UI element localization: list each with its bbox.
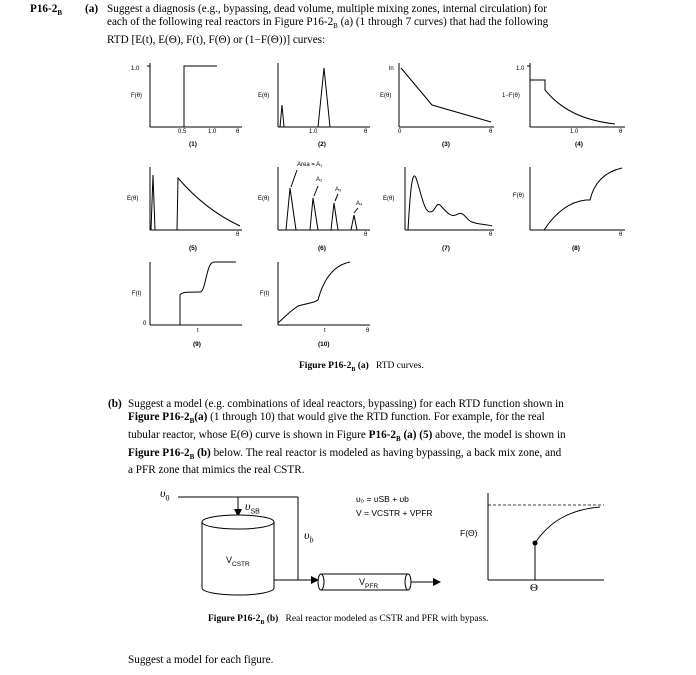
graph-1-xtick: 1.0 bbox=[208, 129, 217, 135]
graph-3-xtick: 0 bbox=[398, 129, 402, 135]
graph-6-ylabel: E(θ) bbox=[258, 196, 270, 202]
graph-1-xtick: θ bbox=[236, 129, 240, 135]
graph-9-ylabel: F(t) bbox=[132, 291, 142, 297]
graph-10-xtick: t bbox=[324, 328, 326, 334]
graph-8-xtick: θ bbox=[619, 232, 623, 238]
graph-6-area-4: A₄ bbox=[356, 201, 363, 207]
v0-label: $\upsilon_0$ bbox=[160, 486, 170, 503]
vb-label: $\upsilon_b$ bbox=[304, 528, 314, 545]
graph-5-xtick: θ bbox=[236, 232, 240, 238]
graph-9-number: (9) bbox=[193, 341, 201, 348]
graph-3-xtick: θ bbox=[489, 129, 493, 135]
closing-text: Suggest a model for each figure. bbox=[128, 654, 274, 666]
graph-2-xtick: 1.0 bbox=[309, 129, 318, 135]
problem-number: $P16-2_B$ bbox=[30, 3, 63, 18]
graph-4-xtick: θ bbox=[619, 129, 623, 135]
vpfr-label: $V_{PFR}$ bbox=[359, 577, 379, 590]
graph-1-xtick: 0.5 bbox=[178, 129, 187, 135]
graph-3-ylabel: E(θ) bbox=[380, 93, 392, 99]
equation-volume: V = VCSTR + VPFR bbox=[356, 508, 433, 518]
figure-b-caption: Figure $P16-2_B$ (b) Real reactor modeled as CSTR and PFR with bypass. bbox=[208, 614, 489, 626]
graph-9-xtick: 0 bbox=[143, 321, 147, 327]
graph-1-number: (1) bbox=[189, 141, 197, 148]
graph-10-ylabel: F(t) bbox=[260, 291, 270, 297]
graph-3-ytop: ln bbox=[389, 66, 394, 72]
graph-6-area-3: A₃ bbox=[335, 187, 342, 193]
vcstr-label: $V_{CSTR}$ bbox=[226, 555, 250, 568]
graph-2-number: (2) bbox=[318, 141, 326, 148]
graph-6-xtick: θ bbox=[364, 232, 368, 238]
graph-4-ytop: 1.0 bbox=[516, 66, 525, 72]
graph-1-ylabel: F(θ) bbox=[131, 93, 142, 99]
part-b-text: Suggest a model (e.g. combinations of ideal reactors, bypassing) for each RTD function shown in Figure $P16-2_B(a)$ (1 through 10) that would give the RTD function. For example, for the real tubular reactor, whose E(Θ) curve is shown in Figure $P16-2_B$ (a) (5) above, the model is shown in Figure $P16-2_B$ (b) below. The real reactor is modeled as having bypassing, a back mix zone, and a PFR zone that mimics the real CSTR. bbox=[128, 398, 566, 477]
graph-2-xtick: θ bbox=[364, 129, 368, 135]
graph-5-ylabel: E(θ) bbox=[127, 196, 139, 202]
graph-2-ylabel: E(θ) bbox=[258, 93, 270, 99]
graph-4-number: (4) bbox=[575, 141, 583, 148]
graph-6-area-1: Area = A₁ bbox=[297, 162, 323, 168]
graph-1-ytop: 1.0 bbox=[131, 66, 140, 72]
vsb-label: $\upsilon_{SB}$ bbox=[245, 499, 260, 516]
graph-4-ylabel: 1−F(θ) bbox=[502, 93, 520, 99]
equation-flow: υ₀ = υSB + υb bbox=[356, 494, 409, 504]
f-theta-label: F(Θ) bbox=[460, 528, 478, 538]
graph-7-xtick: θ bbox=[489, 232, 493, 238]
graph-7-ylabel: E(θ) bbox=[383, 196, 395, 202]
graph-8-ylabel: F(θ) bbox=[513, 193, 524, 199]
part-a-text: Suggest a diagnosis (e.g., bypassing, dead volume, multiple mixing zones, internal circulation) for each of the following real reactors in Figure $P16-2_B$ (a) (1 through 7 curves) that had the following RTD [E(t), E(Θ), F(t), F(Θ) or (1−F(Θ))] curves: bbox=[107, 3, 549, 47]
graph-4-xtick: 1.0 bbox=[570, 129, 579, 135]
part-b-label: (b) bbox=[108, 398, 122, 410]
graph-7-number: (7) bbox=[442, 245, 450, 252]
graph-8-number: (8) bbox=[572, 245, 580, 252]
theta-label: Θ bbox=[530, 582, 538, 594]
graph-6-number: (6) bbox=[318, 245, 326, 252]
figure-a-caption: Figure $P16-2_B$ (a) RTD curves. bbox=[299, 361, 424, 373]
f-theta-plot bbox=[488, 493, 604, 580]
part-a-label: (a) bbox=[85, 3, 99, 15]
graph-9-xtick: t bbox=[197, 328, 199, 334]
graph-6-area-2: A₂ bbox=[316, 177, 323, 183]
graph-5-number: (5) bbox=[189, 245, 197, 252]
graph-10-xtick: θ bbox=[366, 328, 370, 334]
graph-3-number: (3) bbox=[442, 141, 450, 148]
graph-10-number: (10) bbox=[318, 341, 330, 348]
